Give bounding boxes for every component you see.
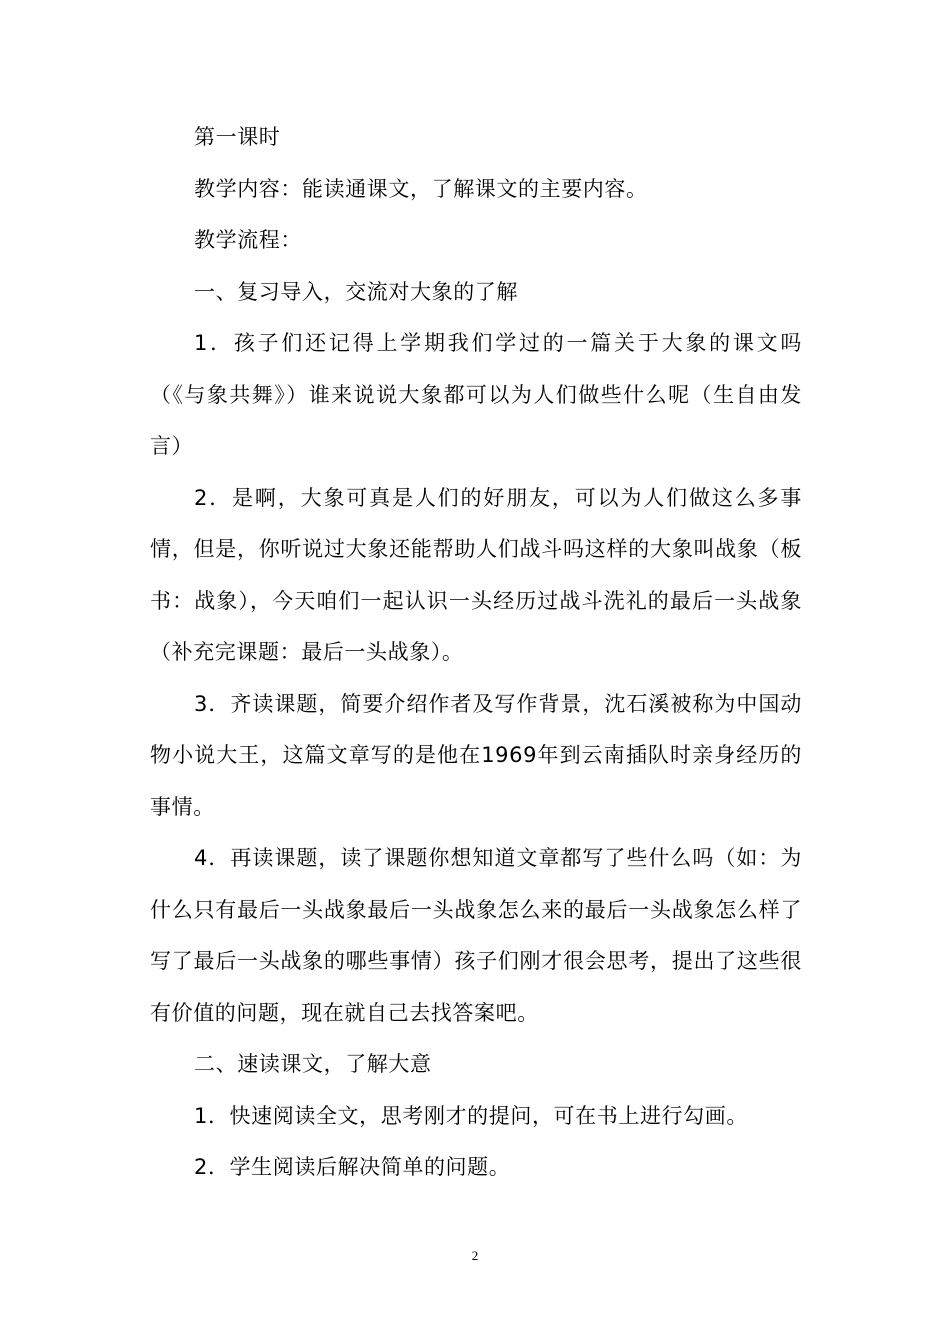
paragraph-step-1: 1．快速阅读全文，思考刚才的提问，可在书上进行勾画。 [194,1103,748,1128]
paragraph-item-1: 1．孩子们还记得上学期我们学过的一篇关于大象的课文吗（《与象共舞》）谁来说说大象都可以为人们做些什么呢（生自由发言） [150,331,802,458]
paragraph-item-4: 4．再读课题，读了课题你想知道文章都写了些什么吗（如：为什么只有最后一头战象最后一头战象怎么来的最后一头战象怎么样了写了最后一头战象的哪些事情）孩子们刚才很会思考，提出了这些很有价值的问题，现在就自己去找答案吧。 [150,846,802,1025]
section-heading-review: 一、复习导入，交流对大象的了解 [194,279,518,304]
paragraph-item-2: 2．是啊，大象可真是人们的好朋友，可以为人们做这么多事情，但是，你听说过大象还能帮助人们战斗吗这样的大象叫战象（板书：战象），今天咱们一起认识一头经历过战斗洗礼的最后一头战象（补充完课题：最后一头战象）。 [150,485,802,664]
paragraph-step-2: 2．学生阅读后解决简单的问题。 [194,1155,511,1179]
teaching-process-heading: 教学流程： [194,228,302,252]
section-heading-speed-reading: 二、速读课文，了解大意 [194,1052,432,1076]
page-number: 2 [471,1248,479,1263]
lesson-heading: 第一课时 [194,125,281,149]
teaching-content: 教学内容：能读通课文，了解课文的主要内容。 [194,176,648,201]
document-body [150,112,802,1194]
paragraph-item-3: 3．齐读课题，简要介绍作者及写作背景，沈石溪被称为中国动物小说大王，这篇文章写的是他在1969年到云南插队时亲身经历的事情。 [150,691,802,819]
